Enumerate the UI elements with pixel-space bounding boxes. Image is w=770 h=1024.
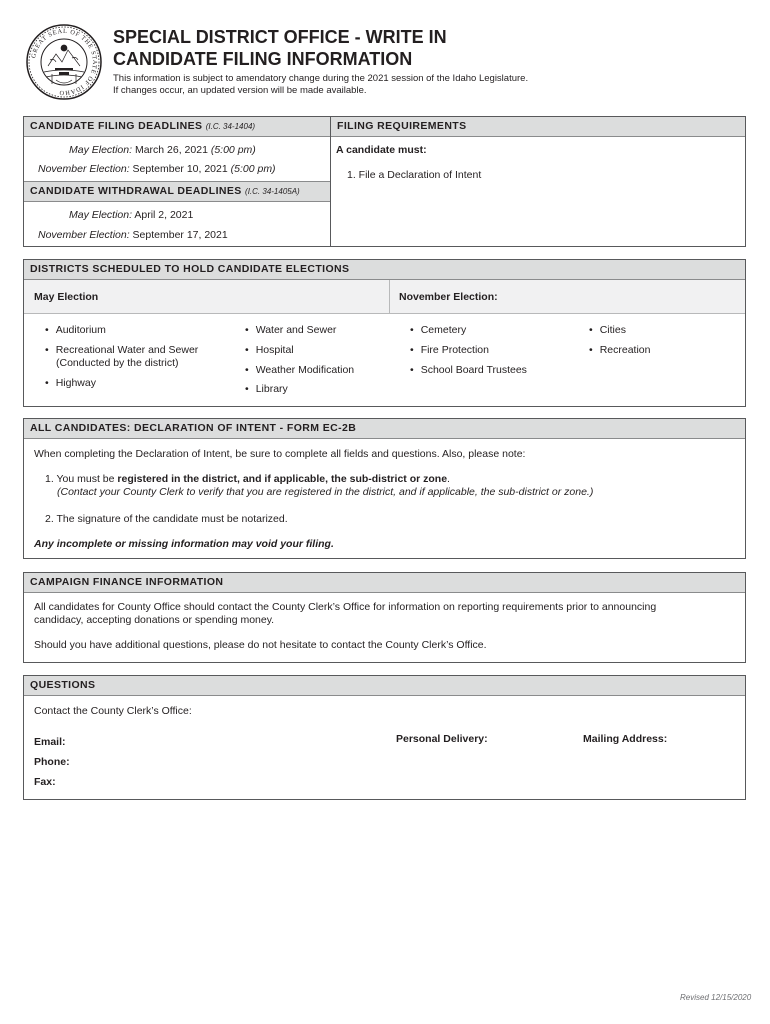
personal-delivery-label: Personal Delivery: xyxy=(396,733,488,745)
finance-header xyxy=(24,573,745,593)
finance-p1-line2: candidacy, accepting donations or spending money. xyxy=(34,614,275,626)
svg-text:GREAT SEAL OF THE STATE OF IDA xyxy=(30,28,98,96)
withdrawal-may-row xyxy=(69,209,193,222)
filing-deadlines-cite: (I.C. 34-1404) xyxy=(205,122,256,131)
district-item: • Auditorium xyxy=(45,324,106,337)
item1-pre: 1. You must be xyxy=(45,473,118,485)
district-item: • Water and Sewer xyxy=(245,324,336,337)
page-title xyxy=(113,26,447,70)
nov-label: November Election: xyxy=(38,163,130,175)
finance-p2: Should you have additional questions, please do not hesitate to contact the County Clerk’s Office. xyxy=(34,639,487,651)
note-line-2: If changes occur, an updated version will be made available. xyxy=(113,85,367,96)
w-may-label: May Election: xyxy=(69,209,133,221)
district-item: • Cities xyxy=(589,324,626,337)
withdrawal-heading: CANDIDATE WITHDRAWAL DEADLINES xyxy=(30,185,242,197)
may-label: May Election: xyxy=(69,144,133,156)
may-time: (5:00 pm) xyxy=(210,144,256,156)
declaration-heading: ALL CANDIDATES: DECLARATION OF INTENT - FORM EC-2B xyxy=(30,422,357,434)
phone-label: Phone: xyxy=(34,756,70,768)
district-item: • Cemetery xyxy=(410,324,466,337)
filing-requirements-heading: FILING REQUIREMENTS xyxy=(337,120,467,132)
withdrawal-nov-row xyxy=(38,229,228,242)
fax-label: Fax: xyxy=(34,776,56,788)
filing-deadlines-heading: CANDIDATE FILING DEADLINES xyxy=(30,120,203,132)
email-label: Email: xyxy=(34,736,66,748)
declaration-warning: Any incomplete or missing information may void your filing. xyxy=(34,538,334,550)
filing-requirements-header xyxy=(331,117,745,137)
seal-text: GREAT SEAL OF THE STATE OF IDAHO xyxy=(30,27,99,97)
withdrawal-deadlines-header xyxy=(24,181,330,202)
questions-header xyxy=(24,676,745,696)
item1-post: . xyxy=(447,473,450,485)
revised-date: Revised 12/15/2020 xyxy=(680,993,752,1002)
filing-may-row xyxy=(69,144,256,157)
declaration-item-1-note: (Contact your County Clerk to verify that you are registered in the district, and if applicable, the sub-district or zone.) xyxy=(57,486,594,498)
district-item: • Weather Modification xyxy=(245,364,354,377)
nov-time: (5:00 pm) xyxy=(230,163,276,175)
questions-section xyxy=(23,675,746,800)
declaration-item-2: 2. The signature of the candidate must be notarized. xyxy=(45,513,288,525)
nov-date: September 10, 2021 xyxy=(132,163,228,175)
finance-heading: CAMPAIGN FINANCE INFORMATION xyxy=(30,576,224,588)
questions-intro: Contact the County Clerk’s Office: xyxy=(34,705,192,717)
deadlines-section xyxy=(23,116,746,247)
finance-p1-line1: All candidates for County Office should contact the County Clerk’s Office for information on reporting requirements prior to announcing xyxy=(34,601,657,613)
filing-nov-row xyxy=(38,163,276,176)
note-line-1: This information is subject to amendatory change during the 2021 session of the Idaho Legislature. xyxy=(113,73,529,84)
nov-election-heading: November Election: xyxy=(399,291,498,303)
district-item: • Fire Protection xyxy=(410,344,489,357)
amendment-note xyxy=(113,73,528,97)
mailing-address-label: Mailing Address: xyxy=(583,733,668,745)
requirements-lead: A candidate must: xyxy=(336,144,427,156)
districts-section xyxy=(23,259,746,407)
withdrawal-cite: (I.C. 34-1405A) xyxy=(245,187,300,196)
may-date: March 26, 2021 xyxy=(134,144,208,156)
finance-section xyxy=(23,572,746,663)
w-nov-label: November Election: xyxy=(38,229,130,241)
districts-divider xyxy=(389,280,390,313)
declaration-item-1 xyxy=(45,473,450,486)
state-seal xyxy=(26,24,102,100)
district-item-note: (Conducted by the district) xyxy=(56,357,179,369)
district-item: • Recreation xyxy=(589,344,650,357)
title-line-1: SPECIAL DISTRICT OFFICE - WRITE IN xyxy=(113,27,447,47)
district-item: • Highway xyxy=(45,377,96,390)
w-may-date: April 2, 2021 xyxy=(134,209,194,221)
districts-subheader xyxy=(24,280,745,314)
requirements-item-1: 1. File a Declaration of Intent xyxy=(347,169,482,181)
title-line-2: CANDIDATE FILING INFORMATION xyxy=(113,49,413,69)
item1-bold: registered in the district, and if applicable, the sub-district or zone xyxy=(117,473,448,485)
may-election-heading: May Election xyxy=(34,291,99,303)
filing-deadlines-header xyxy=(24,117,330,137)
declaration-section xyxy=(23,418,746,559)
w-nov-date: September 17, 2021 xyxy=(132,229,228,241)
questions-heading: QUESTIONS xyxy=(30,679,96,691)
declaration-intro: When completing the Declaration of Intent, be sure to complete all fields and questions. Also, please note: xyxy=(34,448,526,460)
district-item: • School Board Trustees xyxy=(410,364,527,377)
district-item: • Library xyxy=(245,383,288,396)
districts-heading: DISTRICTS SCHEDULED TO HOLD CANDIDATE ELECTIONS xyxy=(30,263,350,275)
districts-header xyxy=(24,260,745,280)
district-item: • Hospital xyxy=(245,344,294,357)
district-item: • Recreational Water and Sewer xyxy=(45,344,198,357)
declaration-header xyxy=(24,419,745,439)
